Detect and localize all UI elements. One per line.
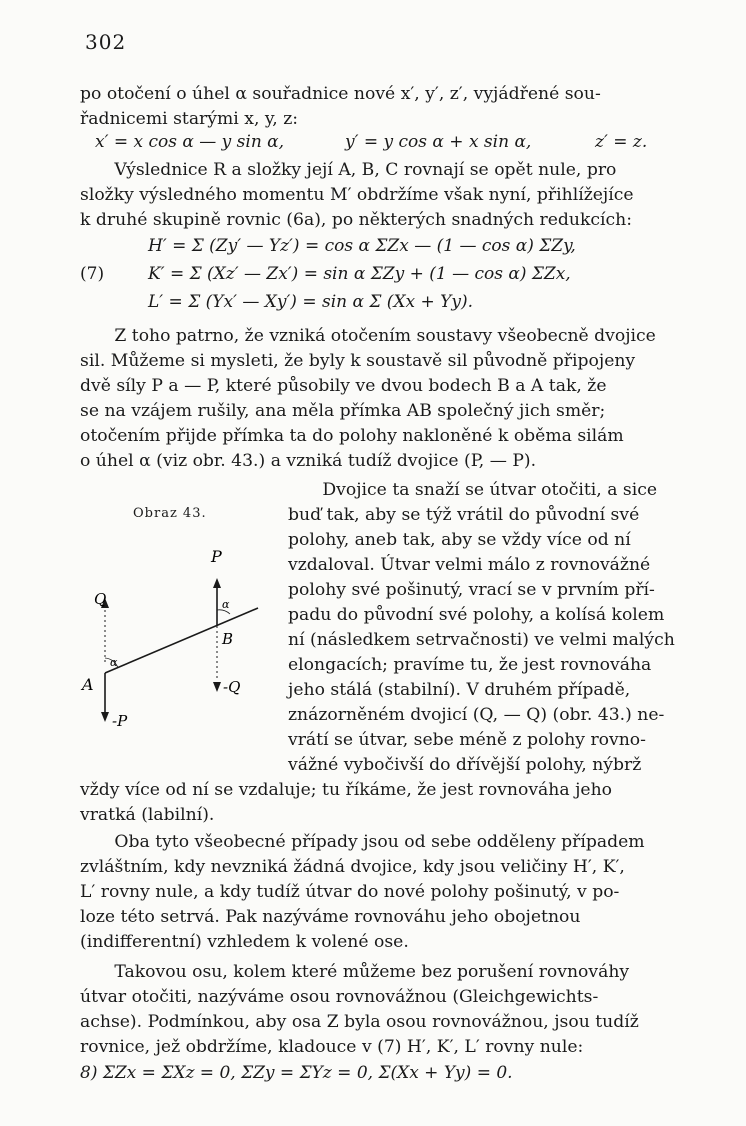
- text-line: vrátí se útvar, sebe méně z polohy rovno-: [288, 730, 646, 750]
- page-number: 302: [85, 30, 127, 54]
- text-line: padu do původní své polohy, a kolísá kolem: [288, 605, 665, 625]
- text-line: Dvojice ta snaží se útvar otočiti, a sice: [322, 480, 658, 500]
- label-minus-p: -P: [112, 712, 128, 730]
- equation-8: 8) ΣZx = ΣXz = 0, ΣZy = ΣYz = 0, Σ(Xx + Yy) = 0.: [80, 1063, 513, 1083]
- text-line: zvláštním, kdy nevzniká žádná dvojice, kdy jsou veličiny H′, K′,: [80, 857, 625, 877]
- text-line: dvě síly P a — P, které působily ve dvou bodech B a A tak, že: [80, 376, 607, 396]
- text-line: o úhel α (viz obr. 43.) a vzniká tudíž dvojice (P, — P).: [80, 451, 537, 471]
- text-line: otočením přijde přímka ta do polohy nakloněné k oběma silám: [80, 426, 624, 446]
- line-ab: [105, 608, 258, 673]
- text-line: polohy, aneb tak, aby se vždy více od ní: [288, 530, 631, 550]
- text-line: elongacích; pravíme tu, že jest rovnováha: [288, 655, 652, 675]
- text-line: vždy více od ní se vzdaluje; tu říkáme, že jest rovnováha jeho: [80, 780, 612, 800]
- label-q: Q: [94, 590, 107, 608]
- text-line: znázorněném dvojicí (Q, — Q) (obr. 43.) ne-: [288, 705, 665, 725]
- text-line: útvar otočiti, nazýváme osou rovnovážnou (Gleichgewichts-: [80, 987, 599, 1007]
- figure-43: [80, 540, 280, 740]
- equation-rot-z: z′ = z.: [595, 132, 648, 152]
- paragraph-resultant: [80, 158, 686, 233]
- text-line: Z toho patrno, že vzniká otočením soustavy všeobecně dvojice: [114, 326, 656, 346]
- paragraph-equilibrium-axis: [80, 960, 686, 1060]
- paragraph-stability: [288, 478, 686, 778]
- text-line: sil. Můžeme si mysleti, že byly k soustavě sil původně připojeny: [80, 351, 636, 371]
- text-line: jeho stálá (stabilní). V druhém případě,: [288, 680, 631, 700]
- equation-number: (7): [80, 264, 105, 284]
- label-a: A: [82, 675, 94, 694]
- text-line: se na vzájem rušily, ana měla přímka AB společný jich směr;: [80, 401, 606, 421]
- text-line: loze této setrvá. Pak nazýváme rovnováhu jeho obojetnou: [80, 907, 581, 927]
- text-line: buď tak, aby se týž vrátil do původní své: [288, 505, 640, 525]
- text-line: Výslednice R a složky její A, B, C rovnají se opět nule, pro: [114, 160, 617, 180]
- arrow-up-p-icon: [213, 578, 221, 588]
- label-alpha-a: α: [110, 656, 118, 669]
- text-line: vážné vybočivší do dřívější polohy, nýbrž: [288, 755, 642, 775]
- text-line: vratká (labilní).: [80, 805, 215, 825]
- text-line: Oba tyto všeobecné případy jsou od sebe odděleny případem: [114, 832, 645, 852]
- equation-k: K′ = Σ (Xz′ — Zx′) = sin α ΣZy + (1 — cos α) ΣZx,: [148, 264, 571, 284]
- intro-paragraph: [80, 82, 686, 132]
- text-line: polohy své pošinutý, vrací se v prvním pří-: [288, 580, 655, 600]
- arrow-down-p-icon: [101, 712, 109, 722]
- equation-h: H′ = Σ (Zy′ — Yz′) = cos α ΣZx — (1 — cos α) ΣZy,: [148, 236, 576, 256]
- paragraph-indifferent: [80, 830, 686, 955]
- text-line: rovnice, jež obdržíme, kladouce v (7) H′, K′, L′ rovny nule:: [80, 1037, 584, 1057]
- text-line: řadnicemi starými x, y, z:: [80, 109, 299, 129]
- text-line: Takovou osu, kolem které můžeme bez porušení rovnováhy: [114, 962, 630, 982]
- label-alpha-b: α: [222, 598, 230, 611]
- paragraph-labile: [80, 778, 686, 828]
- arrow-down-q-icon: [213, 682, 221, 692]
- label-p: P: [211, 547, 222, 566]
- text-line: (indifferentní) vzhledem k volené ose.: [80, 932, 409, 952]
- text-line: k druhé skupině rovnic (6a), po některých snadných redukcích:: [80, 210, 633, 230]
- equation-l: L′ = Σ (Yx′ — Xy′) = sin α Σ (Xx + Yy).: [148, 292, 474, 312]
- text-line: po otočení o úhel α souřadnice nové x′, y′, z′, vyjádřené sou-: [80, 84, 601, 104]
- text-line: vzdaloval. Útvar velmi málo z rovnovážné: [288, 555, 651, 575]
- equation-rot-y: y′ = y cos α + x sin α,: [345, 132, 532, 152]
- text-line: ní (následkem setrvačnosti) ve velmi malých: [288, 630, 675, 650]
- text-line: achse). Podmínkou, aby osa Z byla osou rovnovážnou, jsou tudíž: [80, 1012, 639, 1032]
- text-line: složky výsledného momentu M′ obdržíme však nyní, přihlížejíce: [80, 185, 634, 205]
- text-line: L′ rovny nule, a kdy tudíž útvar do nové polohy pošinutý, v po-: [80, 882, 620, 902]
- paragraph-couple: [80, 324, 686, 474]
- label-b: B: [222, 630, 234, 648]
- label-minus-q: -Q: [223, 678, 241, 696]
- figure-caption: Obraz 43.: [133, 506, 207, 521]
- equation-rot-x: x′ = x cos α — y sin α,: [95, 132, 285, 152]
